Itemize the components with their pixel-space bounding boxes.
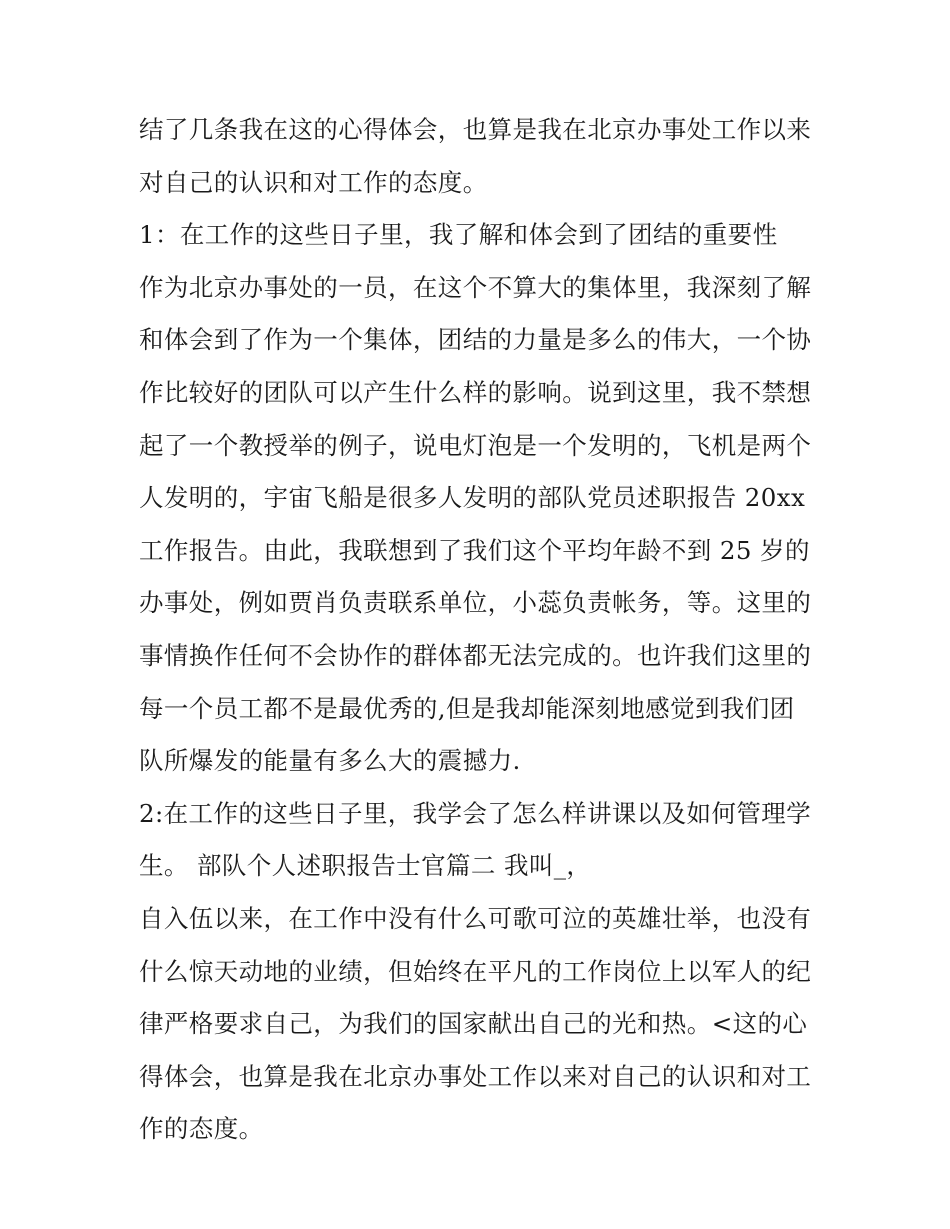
text-line: 工作报告。由此，我联想到了我们这个平均年龄不到 25 岁的 bbox=[139, 535, 810, 565]
text-line: 和体会到了作为一个集体，团结的力量是多么的伟大，一个协 bbox=[139, 325, 812, 355]
text-line: 作的态度。 bbox=[139, 1114, 264, 1144]
text-line: 起了一个教授举的例子，说电灯泡是一个发明的，飞机是两个 bbox=[139, 430, 812, 460]
text-line: 自入伍以来，在工作中没有什么可歌可泣的英雄壮举，也没有 bbox=[139, 903, 812, 933]
text-line: 办事处，例如贾肖负责联系单位，小蕊负责帐务，等。这里的 bbox=[139, 588, 812, 618]
text-line: 律严格要求自己，为我们的国家献出自己的光和热。<这的心 bbox=[139, 1009, 808, 1039]
text-line: 队所爆发的能量有多么大的震撼力. bbox=[139, 746, 521, 776]
text-line: 1：在工作的这些日子里，我了解和体会到了团结的重要性 bbox=[139, 220, 778, 250]
text-line: 人发明的，宇宙飞船是很多人发明的部队党员述职报告 20xx bbox=[139, 483, 806, 513]
text-line: 作比较好的团队可以产生什么样的影响。说到这里，我不禁想 bbox=[139, 377, 812, 407]
text-line: 对自己的认识和对工作的态度。 bbox=[139, 167, 488, 197]
text-line: 作为北京办事处的一员，在这个不算大的集体里，我深刻了解 bbox=[139, 272, 812, 302]
text-line: 2:在工作的这些日子里，我学会了怎么样讲课以及如何管理学 bbox=[139, 798, 812, 828]
text-line: 每一个员工都不是最优秀的,但是我却能深刻地感觉到我们团 bbox=[139, 693, 795, 723]
body-text bbox=[139, 104, 819, 1156]
text-line: 什么惊天动地的业绩，但始终在平凡的工作岗位上以军人的纪 bbox=[139, 956, 812, 986]
text-line: 生。 部队个人述职报告士官篇二 我叫_， bbox=[139, 851, 592, 881]
text-line: 事情换作任何不会协作的群体都无法完成的。也许我们这里的 bbox=[139, 640, 812, 670]
text-line: 结了几条我在这的心得体会，也算是我在北京办事处工作以来 bbox=[139, 115, 812, 144]
text-line: 得体会，也算是我在北京办事处工作以来对自己的认识和对工 bbox=[139, 1061, 812, 1091]
